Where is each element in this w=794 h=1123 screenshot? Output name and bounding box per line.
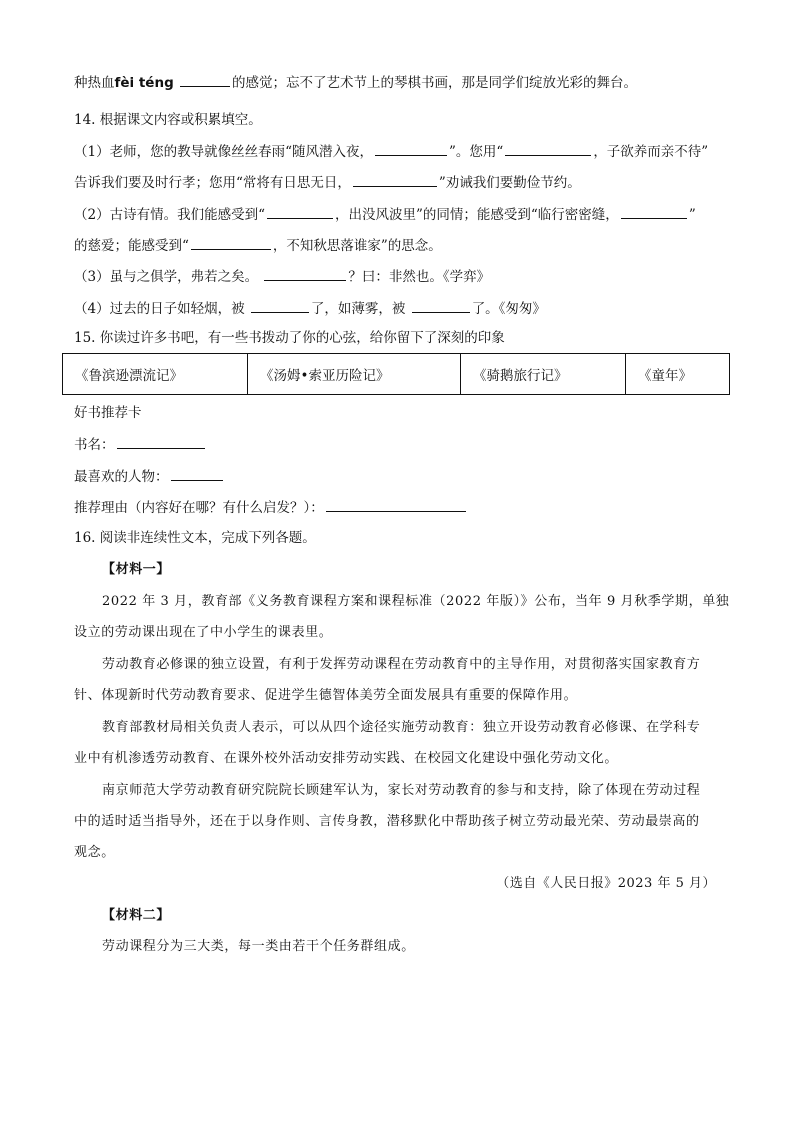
fav-character-row: 最喜欢的人物： bbox=[74, 466, 225, 487]
blank-14-2b[interactable] bbox=[621, 204, 687, 219]
reason-row: 推荐理由（内容好在哪？有什么启发？）： bbox=[74, 497, 468, 518]
blank-14-1b[interactable] bbox=[505, 141, 591, 156]
book-table bbox=[62, 353, 730, 395]
blank-14-4b[interactable] bbox=[412, 298, 470, 313]
q14-item3: （3）虽与之俱学，弗若之矣。 ？曰：非然也。《学弈》 bbox=[74, 266, 490, 287]
book-name-row: 书名： bbox=[74, 434, 207, 455]
q14-item2-line1: （2）古诗有情。我们能感受到“ ，出没风波里”的同情；能感受到“临行密密缝， ” bbox=[74, 204, 696, 225]
q14-title: 14. 根据课文内容或积累填空。 bbox=[74, 112, 262, 128]
recommend-card-title: 好书推荐卡 bbox=[74, 405, 142, 421]
reason-blank[interactable] bbox=[326, 497, 466, 512]
material1-line: 2022 年 3 月，教育部《义务教育课程方案和课程标准（2022 年版）》公布，当年 9 月秋季学期，单独 bbox=[102, 594, 730, 609]
material1-line: 劳动教育必修课的独立设置，有利于发挥劳动课程在劳动教育中的主导作用，对贯彻落实国家教育方 bbox=[102, 657, 701, 672]
material2-header: 【材料二】 bbox=[102, 908, 171, 923]
book-name-blank[interactable] bbox=[117, 434, 205, 449]
material1-line: 南京师范大学劳动教育研究院院长顾建军认为，家长对劳动教育的参与和支持，除了体现在劳动过程 bbox=[102, 783, 701, 798]
q14-item1-line1: （1）老师，您的教导就像丝丝春雨“随风潜入夜， ”。您用“ ，子欲养而亲不待” bbox=[74, 141, 708, 162]
book-cell: 《童年》 bbox=[626, 354, 730, 395]
material1-line: 针、体现新时代劳动教育要求、促进学生德智体美劳全面发展具有重要的保障作用。 bbox=[74, 688, 578, 703]
q14-item1-line2: 告诉我们要及时行孝；您用“常将有日思无日， ”劝诫我们要勤俭节约。 bbox=[74, 172, 581, 193]
pinyin-feiteng: fèi téng bbox=[114, 75, 174, 91]
material1-source: （选自《人民日报》2023 年 5 月） bbox=[496, 876, 716, 891]
blank-14-4a[interactable] bbox=[251, 298, 309, 313]
blank-feiteng[interactable] bbox=[180, 72, 230, 87]
q16-title: 16. 阅读非连续性文本，完成下列各题。 bbox=[74, 530, 316, 546]
fav-character-blank[interactable] bbox=[171, 466, 223, 481]
material1-line: 中的适时适当指导外，还在于以身作则、言传身教，潜移默化中帮助孩子树立劳动最光荣、劳动最崇高的 bbox=[74, 814, 700, 829]
material1-line: 设立的劳动课出现在了中小学生的课表里。 bbox=[74, 625, 333, 640]
blank-14-2a[interactable] bbox=[267, 204, 333, 219]
blank-14-1a[interactable] bbox=[375, 141, 447, 156]
material1-line: 教育部教材局相关负责人表示，可以从四个途径实施劳动教育：独立开设劳动教育必修课、在学科专 bbox=[102, 720, 701, 735]
blank-14-3[interactable] bbox=[264, 266, 346, 281]
q15-title: 15. 你读过许多书吧，有一些书拨动了你的心弦，给你留下了深刻的印象 bbox=[74, 330, 505, 346]
book-cell: 《鲁滨逊漂流记》 bbox=[63, 354, 248, 395]
q14-item2-line2: 的慈爱；能感受到“ ，不知秋思落谁家”的思念。 bbox=[74, 235, 442, 256]
q14-item4: （4）过去的日子如轻烟，被 了，如薄雾，被 了。《匆匆》 bbox=[74, 298, 546, 319]
book-cell: 《骑鹅旅行记》 bbox=[461, 354, 626, 395]
material1-line: 业中有机渗透劳动教育、在课外校外活动安排劳动实践、在校园文化建设中强化劳动文化。 bbox=[74, 751, 619, 766]
material2-line: 劳动课程分为三大类，每一类由若干个任务群组成。 bbox=[102, 939, 415, 954]
blank-14-2c[interactable] bbox=[191, 235, 271, 250]
material1-header: 【材料一】 bbox=[102, 562, 171, 577]
continued-text-line: 种热血fèi téng 的感觉；忘不了艺术节上的琴棋书画，那是同学们绽放光彩的舞台。 bbox=[74, 72, 637, 93]
book-cell: 《汤姆•索亚历险记》 bbox=[248, 354, 461, 395]
material1-line: 观念。 bbox=[74, 845, 115, 860]
blank-14-1c[interactable] bbox=[353, 172, 437, 187]
